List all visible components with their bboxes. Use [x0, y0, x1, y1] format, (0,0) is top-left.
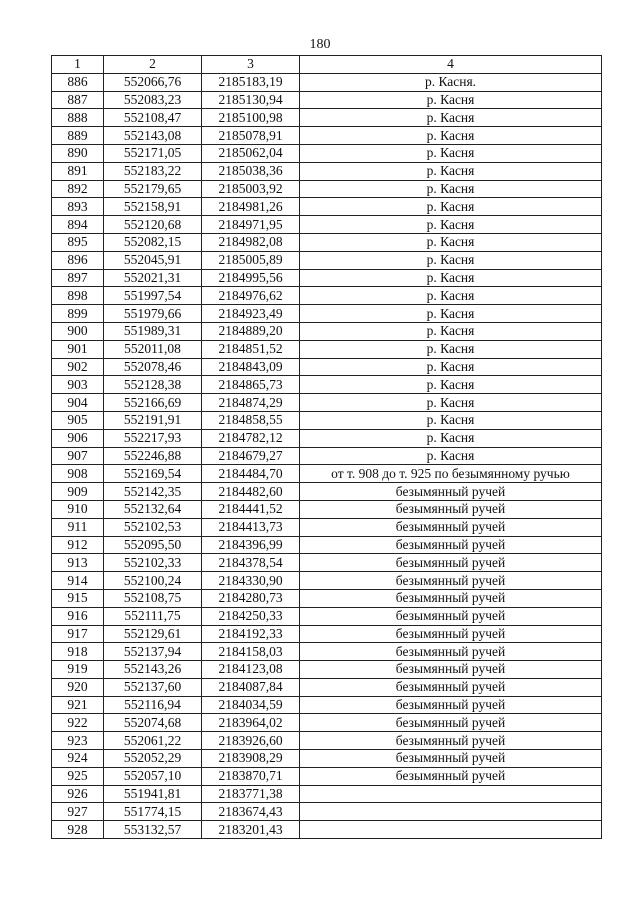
description-cell: р. Касня [300, 162, 602, 180]
y-coordinate-cell: 2185183,19 [202, 73, 300, 91]
description-cell: р. Касня [300, 394, 602, 412]
x-coordinate-cell: 552095,50 [104, 536, 202, 554]
description-cell: р. Касня [300, 322, 602, 340]
point-number-cell: 895 [52, 233, 104, 251]
point-number-cell: 923 [52, 732, 104, 750]
column-header-4: 4 [300, 56, 602, 74]
description-cell [300, 785, 602, 803]
description-cell: р. Касня [300, 411, 602, 429]
table-row [52, 803, 602, 821]
point-number-cell: 909 [52, 483, 104, 501]
point-number-cell: 901 [52, 340, 104, 358]
description-cell: безымянный ручей [300, 661, 602, 679]
table-row [52, 465, 602, 483]
table-row [52, 589, 602, 607]
point-number-cell: 905 [52, 411, 104, 429]
column-header-3: 3 [202, 56, 300, 74]
x-coordinate-cell: 552143,26 [104, 661, 202, 679]
x-coordinate-cell: 552166,69 [104, 394, 202, 412]
y-coordinate-cell: 2184858,55 [202, 411, 300, 429]
y-coordinate-cell: 2184280,73 [202, 589, 300, 607]
table-row [52, 429, 602, 447]
description-cell: безымянный ручей [300, 678, 602, 696]
x-coordinate-cell: 552116,94 [104, 696, 202, 714]
description-cell: безымянный ручей [300, 572, 602, 590]
y-coordinate-cell: 2184441,52 [202, 500, 300, 518]
y-coordinate-cell: 2185078,91 [202, 127, 300, 145]
y-coordinate-cell: 2184123,08 [202, 661, 300, 679]
point-number-cell: 912 [52, 536, 104, 554]
table-row [52, 322, 602, 340]
y-coordinate-cell: 2185005,89 [202, 251, 300, 269]
x-coordinate-cell: 552143,08 [104, 127, 202, 145]
table-row [52, 447, 602, 465]
table-row [52, 394, 602, 412]
point-number-cell: 921 [52, 696, 104, 714]
description-cell: р. Касня [300, 429, 602, 447]
description-cell: р. Касня [300, 447, 602, 465]
description-cell: р. Касня [300, 198, 602, 216]
x-coordinate-cell: 552021,31 [104, 269, 202, 287]
point-number-cell: 910 [52, 500, 104, 518]
point-number-cell: 897 [52, 269, 104, 287]
point-number-cell: 919 [52, 661, 104, 679]
table-row [52, 500, 602, 518]
x-coordinate-cell: 552217,93 [104, 429, 202, 447]
table-row [52, 696, 602, 714]
y-coordinate-cell: 2184250,33 [202, 607, 300, 625]
table-row [52, 376, 602, 394]
table-row [52, 678, 602, 696]
point-number-cell: 925 [52, 767, 104, 785]
description-cell: р. Касня [300, 376, 602, 394]
table-row [52, 714, 602, 732]
description-cell: безымянный ручей [300, 500, 602, 518]
point-number-cell: 891 [52, 162, 104, 180]
x-coordinate-cell: 552158,91 [104, 198, 202, 216]
x-coordinate-cell: 552111,75 [104, 607, 202, 625]
description-cell: безымянный ручей [300, 767, 602, 785]
description-cell: безымянный ручей [300, 483, 602, 501]
x-coordinate-cell: 552179,65 [104, 180, 202, 198]
table-row [52, 91, 602, 109]
point-number-cell: 928 [52, 821, 104, 839]
x-coordinate-cell: 552102,53 [104, 518, 202, 536]
table-row [52, 127, 602, 145]
y-coordinate-cell: 2184976,62 [202, 287, 300, 305]
table-row [52, 180, 602, 198]
x-coordinate-cell: 552129,61 [104, 625, 202, 643]
x-coordinate-cell: 552169,54 [104, 465, 202, 483]
point-number-cell: 899 [52, 305, 104, 323]
y-coordinate-cell: 2183926,60 [202, 732, 300, 750]
y-coordinate-cell: 2184843,09 [202, 358, 300, 376]
description-cell: р. Касня [300, 305, 602, 323]
table-row [52, 216, 602, 234]
description-cell: безымянный ручей [300, 625, 602, 643]
description-cell: р. Касня. [300, 73, 602, 91]
point-number-cell: 889 [52, 127, 104, 145]
x-coordinate-cell: 552045,91 [104, 251, 202, 269]
description-cell: от т. 908 до т. 925 по безымянному ручью [300, 465, 602, 483]
point-number-cell: 927 [52, 803, 104, 821]
x-coordinate-cell: 552066,76 [104, 73, 202, 91]
x-coordinate-cell: 551989,31 [104, 322, 202, 340]
description-cell: безымянный ручей [300, 589, 602, 607]
description-cell: безымянный ручей [300, 750, 602, 768]
y-coordinate-cell: 2184482,60 [202, 483, 300, 501]
table-row [52, 411, 602, 429]
table-row [52, 732, 602, 750]
y-coordinate-cell: 2183771,38 [202, 785, 300, 803]
description-cell: безымянный ручей [300, 536, 602, 554]
description-cell [300, 821, 602, 839]
y-coordinate-cell: 2185130,94 [202, 91, 300, 109]
point-number-cell: 887 [52, 91, 104, 109]
description-cell: р. Касня [300, 233, 602, 251]
description-cell: р. Касня [300, 358, 602, 376]
point-number-cell: 898 [52, 287, 104, 305]
point-number-cell: 896 [52, 251, 104, 269]
x-coordinate-cell: 552183,22 [104, 162, 202, 180]
point-number-cell: 911 [52, 518, 104, 536]
description-cell: р. Касня [300, 340, 602, 358]
column-header-1: 1 [52, 56, 104, 74]
point-number-cell: 900 [52, 322, 104, 340]
point-number-cell: 913 [52, 554, 104, 572]
y-coordinate-cell: 2184981,26 [202, 198, 300, 216]
x-coordinate-cell: 551941,81 [104, 785, 202, 803]
table-row [52, 287, 602, 305]
y-coordinate-cell: 2184995,56 [202, 269, 300, 287]
x-coordinate-cell: 552191,91 [104, 411, 202, 429]
point-number-cell: 926 [52, 785, 104, 803]
description-cell: р. Касня [300, 216, 602, 234]
y-coordinate-cell: 2184982,08 [202, 233, 300, 251]
x-coordinate-cell: 552132,64 [104, 500, 202, 518]
description-cell: безымянный ручей [300, 714, 602, 732]
point-number-cell: 908 [52, 465, 104, 483]
y-coordinate-cell: 2185038,36 [202, 162, 300, 180]
description-cell: безымянный ручей [300, 696, 602, 714]
y-coordinate-cell: 2184851,52 [202, 340, 300, 358]
point-number-cell: 888 [52, 109, 104, 127]
y-coordinate-cell: 2185003,92 [202, 180, 300, 198]
y-coordinate-cell: 2183908,29 [202, 750, 300, 768]
x-coordinate-cell: 552102,33 [104, 554, 202, 572]
y-coordinate-cell: 2183201,43 [202, 821, 300, 839]
table-row [52, 269, 602, 287]
y-coordinate-cell: 2184396,99 [202, 536, 300, 554]
table-row [52, 251, 602, 269]
point-number-cell: 920 [52, 678, 104, 696]
description-cell: р. Касня [300, 251, 602, 269]
x-coordinate-cell: 552142,35 [104, 483, 202, 501]
x-coordinate-cell: 552074,68 [104, 714, 202, 732]
point-number-cell: 902 [52, 358, 104, 376]
table-row [52, 821, 602, 839]
y-coordinate-cell: 2184192,33 [202, 625, 300, 643]
table-row [52, 109, 602, 127]
y-coordinate-cell: 2184087,84 [202, 678, 300, 696]
description-cell: безымянный ручей [300, 607, 602, 625]
x-coordinate-cell: 552246,88 [104, 447, 202, 465]
y-coordinate-cell: 2184679,27 [202, 447, 300, 465]
description-cell [300, 803, 602, 821]
x-coordinate-cell: 552078,46 [104, 358, 202, 376]
y-coordinate-cell: 2184484,70 [202, 465, 300, 483]
x-coordinate-cell: 552120,68 [104, 216, 202, 234]
y-coordinate-cell: 2185100,98 [202, 109, 300, 127]
y-coordinate-cell: 2184923,49 [202, 305, 300, 323]
table-row [52, 73, 602, 91]
description-cell: р. Касня [300, 127, 602, 145]
point-number-cell: 915 [52, 589, 104, 607]
x-coordinate-cell: 551774,15 [104, 803, 202, 821]
point-number-cell: 918 [52, 643, 104, 661]
point-number-cell: 914 [52, 572, 104, 590]
table-row [52, 750, 602, 768]
table-row [52, 643, 602, 661]
table-row [52, 162, 602, 180]
x-coordinate-cell: 551979,66 [104, 305, 202, 323]
description-cell: безымянный ручей [300, 518, 602, 536]
point-number-cell: 893 [52, 198, 104, 216]
y-coordinate-cell: 2184378,54 [202, 554, 300, 572]
y-coordinate-cell: 2183964,02 [202, 714, 300, 732]
y-coordinate-cell: 2183674,43 [202, 803, 300, 821]
table-row [52, 554, 602, 572]
x-coordinate-cell: 552052,29 [104, 750, 202, 768]
point-number-cell: 886 [52, 73, 104, 91]
y-coordinate-cell: 2184330,90 [202, 572, 300, 590]
y-coordinate-cell: 2185062,04 [202, 144, 300, 162]
page-number: 180 [309, 37, 331, 52]
description-cell: безымянный ручей [300, 643, 602, 661]
point-number-cell: 903 [52, 376, 104, 394]
point-number-cell: 917 [52, 625, 104, 643]
point-number-cell: 892 [52, 180, 104, 198]
x-coordinate-cell: 552137,94 [104, 643, 202, 661]
y-coordinate-cell: 2184413,73 [202, 518, 300, 536]
table-row [52, 625, 602, 643]
table-row [52, 144, 602, 162]
x-coordinate-cell: 552057,10 [104, 767, 202, 785]
x-coordinate-cell: 552108,75 [104, 589, 202, 607]
point-number-cell: 924 [52, 750, 104, 768]
table-row [52, 305, 602, 323]
coordinates-table [51, 55, 602, 839]
y-coordinate-cell: 2183870,71 [202, 767, 300, 785]
point-number-cell: 906 [52, 429, 104, 447]
y-coordinate-cell: 2184971,95 [202, 216, 300, 234]
table-row [52, 198, 602, 216]
y-coordinate-cell: 2184158,03 [202, 643, 300, 661]
point-number-cell: 916 [52, 607, 104, 625]
table-row [52, 661, 602, 679]
point-number-cell: 904 [52, 394, 104, 412]
x-coordinate-cell: 552171,05 [104, 144, 202, 162]
column-header-2: 2 [104, 56, 202, 74]
table-row [52, 340, 602, 358]
table-row [52, 785, 602, 803]
description-cell: р. Касня [300, 287, 602, 305]
description-cell: р. Касня [300, 91, 602, 109]
point-number-cell: 907 [52, 447, 104, 465]
x-coordinate-cell: 552108,47 [104, 109, 202, 127]
x-coordinate-cell: 552061,22 [104, 732, 202, 750]
point-number-cell: 890 [52, 144, 104, 162]
x-coordinate-cell: 552011,08 [104, 340, 202, 358]
table-row [52, 536, 602, 554]
y-coordinate-cell: 2184889,20 [202, 322, 300, 340]
table-row [52, 483, 602, 501]
description-cell: безымянный ручей [300, 554, 602, 572]
point-number-cell: 894 [52, 216, 104, 234]
y-coordinate-cell: 2184874,29 [202, 394, 300, 412]
description-cell: р. Касня [300, 269, 602, 287]
description-cell: р. Касня [300, 144, 602, 162]
table-body [52, 73, 602, 838]
x-coordinate-cell: 551997,54 [104, 287, 202, 305]
x-coordinate-cell: 552128,38 [104, 376, 202, 394]
table-header-row [52, 56, 602, 74]
description-cell: р. Касня [300, 109, 602, 127]
x-coordinate-cell: 552100,24 [104, 572, 202, 590]
description-cell: р. Касня [300, 180, 602, 198]
table-row [52, 233, 602, 251]
table-row [52, 767, 602, 785]
description-cell: безымянный ручей [300, 732, 602, 750]
y-coordinate-cell: 2184034,59 [202, 696, 300, 714]
y-coordinate-cell: 2184865,73 [202, 376, 300, 394]
table-row [52, 358, 602, 376]
y-coordinate-cell: 2184782,12 [202, 429, 300, 447]
x-coordinate-cell: 552082,15 [104, 233, 202, 251]
x-coordinate-cell: 552083,23 [104, 91, 202, 109]
x-coordinate-cell: 552137,60 [104, 678, 202, 696]
table-row [52, 518, 602, 536]
table-row [52, 572, 602, 590]
table-row [52, 607, 602, 625]
x-coordinate-cell: 553132,57 [104, 821, 202, 839]
point-number-cell: 922 [52, 714, 104, 732]
